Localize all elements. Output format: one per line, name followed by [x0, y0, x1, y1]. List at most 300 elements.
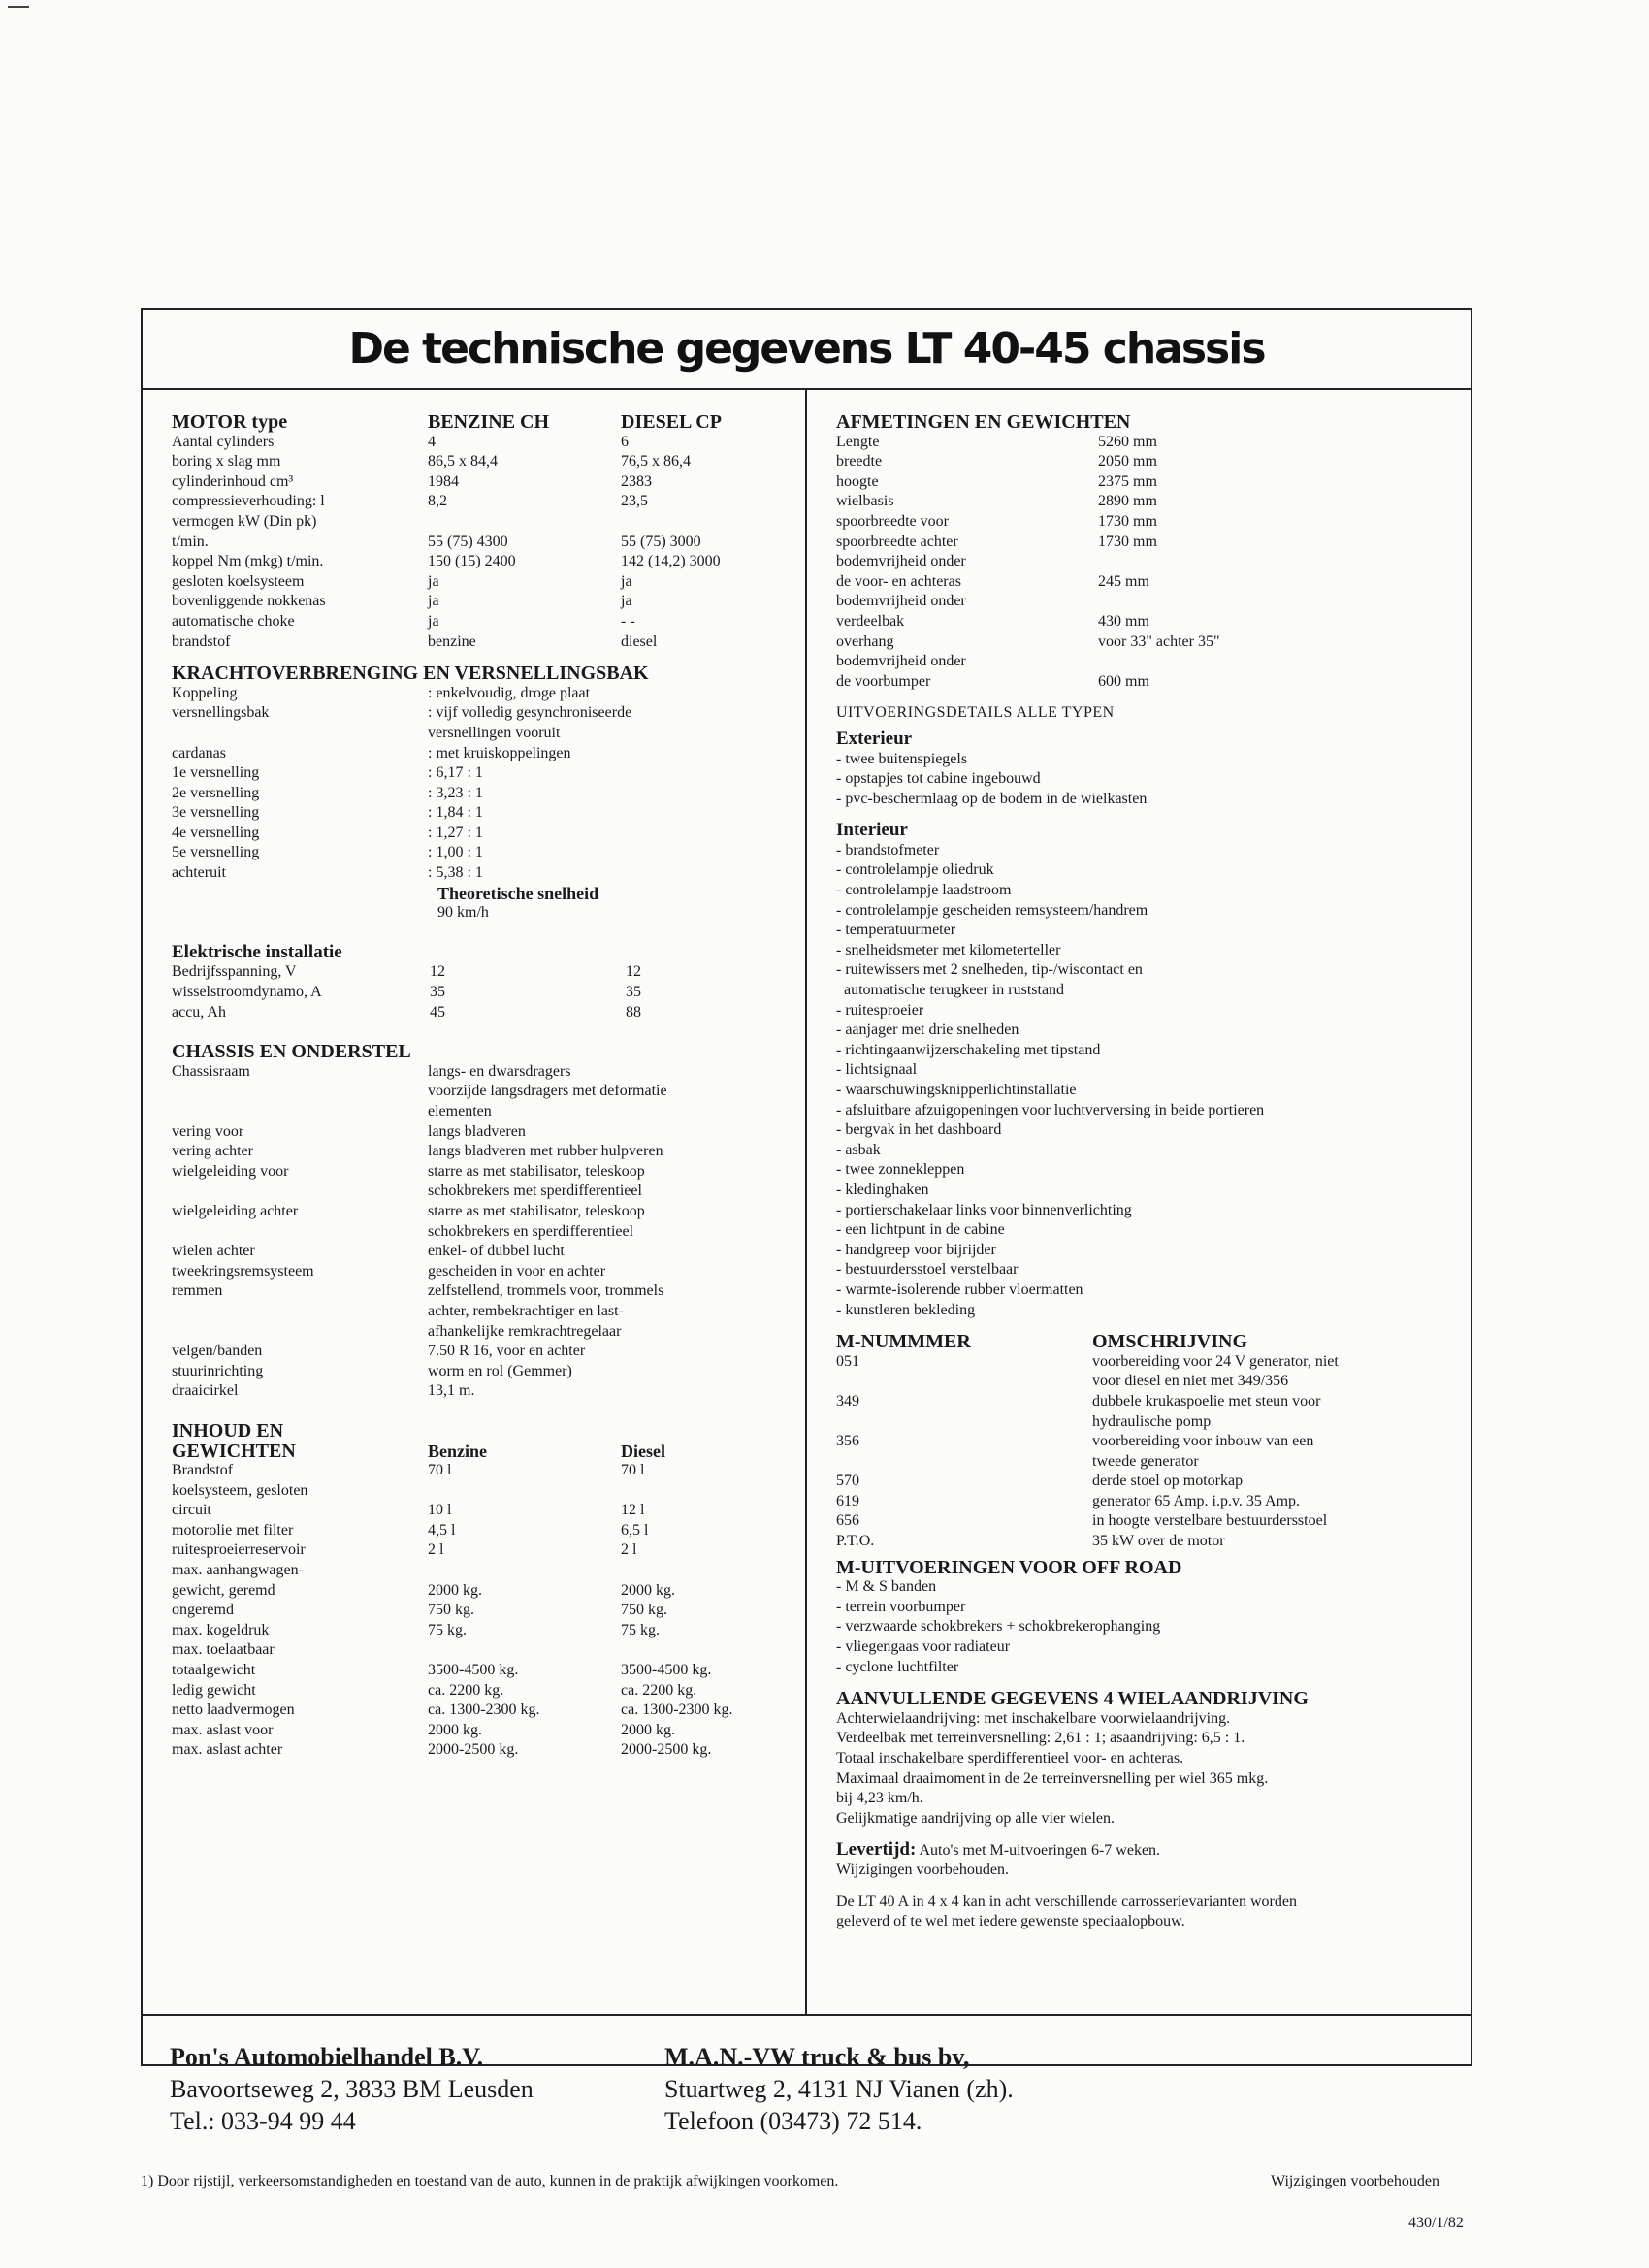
motor-row: [172, 632, 792, 653]
offroad-header: M-UITVOERINGEN VOOR OFF ROAD: [836, 1556, 1182, 1578]
afmetingen-row: [836, 512, 1457, 533]
kracht-row-cell: versnellingen vooruit: [428, 724, 561, 741]
right-column: [836, 412, 1457, 1932]
elektrisch-row: [172, 983, 792, 1003]
elektrisch-row-cell: wisselstroomdynamo, A: [172, 984, 322, 1001]
elektrisch-row-cell: 88: [626, 1003, 641, 1021]
motor-row-cell: 86,5 x 84,4: [428, 453, 498, 470]
mnummer-row-cell: generator 65 Amp. i.p.v. 35 Amp.: [1092, 1492, 1301, 1509]
inhoud-row-cell: gewicht, geremd: [172, 1581, 275, 1599]
inhoud-row-cell: ca. 1300-2300 kg.: [428, 1701, 540, 1719]
mnummer-row-cell: voorbereiding voor inbouw van een: [1092, 1433, 1314, 1450]
mnummer-row-cell: P.T.O.: [836, 1533, 875, 1550]
motor-row-cell: compressieverhouding: l: [172, 493, 325, 510]
inhoud-row-cell: ledig gewicht: [172, 1681, 256, 1699]
kracht-row: [172, 803, 792, 824]
chassis-row-cell: elementen: [428, 1103, 492, 1119]
chassis-row: [172, 1102, 792, 1122]
slot-line-2: geleverd of te wel met iedere gewenste speciaalopbouw.: [836, 1913, 1185, 1930]
interieur-item: - bergvak in het dashboard: [836, 1121, 1002, 1139]
motor-row-cell: 23,5: [621, 493, 648, 510]
afmetingen-row-cell: 2375 mm: [1098, 472, 1157, 490]
chassis-row: [172, 1322, 792, 1343]
inhoud-row-cell: 70 l: [428, 1462, 452, 1479]
chassis-row: [172, 1182, 792, 1202]
mnummer-row-cell: 349: [836, 1392, 859, 1409]
motor-header-benzine: BENZINE CH: [428, 411, 550, 433]
snelheid-value-row: [172, 903, 792, 923]
inhoud-row-cell: max. aslast voor: [172, 1721, 274, 1738]
chassis-row-cell: achter, rembekrachtiger en last-: [428, 1302, 624, 1319]
interieur-item: - temperatuurmeter: [836, 922, 956, 939]
levertijd-row: [836, 1840, 1457, 1861]
afmetingen-row: [836, 632, 1457, 653]
chassis-row-cell: starre as met stabilisator, teleskoop: [428, 1202, 645, 1219]
motor-header-diesel: DIESEL CP: [621, 411, 722, 433]
elektrisch-row-cell: 35: [430, 984, 445, 1001]
chassis-row: [172, 1062, 792, 1083]
chassis-row-cell: 13,1 m.: [428, 1382, 475, 1400]
mnummer-row-cell: 656: [836, 1512, 859, 1530]
inhoud-header-row: [172, 1442, 792, 1462]
inhoud-row-cell: ruitesproeierreservoir: [172, 1541, 306, 1559]
motor-row: [172, 433, 792, 453]
interieur-item: - richtingaanwijzerschakeling met tipstand: [836, 1041, 1101, 1058]
offroad-item: - vliegengaas voor radiateur: [836, 1638, 1011, 1656]
chassis-row: [172, 1342, 792, 1362]
mnummer-row-cell: 35 kW over de motor: [1092, 1533, 1225, 1550]
elektrisch-row: [172, 962, 792, 983]
corner-mark: [8, 6, 29, 8]
mnummer-row: [836, 1472, 1457, 1492]
inhoud-row-cell: max. toelaatbaar: [172, 1641, 275, 1659]
motor-row-cell: t/min.: [172, 533, 209, 550]
elektrisch-row-cell: Bedrijfsspanning, V: [172, 963, 297, 981]
inhoud-row: [172, 1601, 792, 1621]
motor-row-cell: 1984: [428, 472, 459, 490]
interieur-item: - controlelampje laadstroom: [836, 882, 1012, 899]
mnummer-row: [836, 1492, 1457, 1512]
inhoud-row-cell: netto laadvermogen: [172, 1701, 295, 1719]
inhoud-row-cell: ca. 2200 kg.: [621, 1681, 697, 1699]
mnummer-row-cell: voorbereiding voor 24 V generator, niet: [1092, 1352, 1339, 1370]
footer-divider: [141, 2014, 1472, 2016]
dealer-left-phone: Tel.: 033-94 99 44: [170, 2107, 356, 2135]
motor-row: [172, 533, 792, 553]
afmetingen-row-cell: 430 mm: [1098, 612, 1149, 630]
exterieur-item: - opstapjes tot cabine ingebouwd: [836, 770, 1041, 788]
footnote-right: Wijzigingen voorbehouden: [1271, 2173, 1439, 2189]
inhoud-row-cell: 3500-4500 kg.: [428, 1662, 519, 1679]
interieur-item: - snelheidsmeter met kilometerteller: [836, 941, 1061, 958]
kracht-row-cell: : 5,38 : 1: [428, 864, 483, 882]
inhoud-table: [172, 1461, 792, 1761]
offroad-list: [836, 1577, 1457, 1677]
chassis-row: [172, 1381, 792, 1402]
motor-row-cell: ja: [621, 593, 632, 610]
mnummer-row: [836, 1511, 1457, 1532]
inhoud-row-cell: 2 l: [428, 1541, 444, 1559]
kracht-row-cell: : 1,00 : 1: [428, 844, 483, 861]
chassis-row: [172, 1262, 792, 1282]
afmetingen-row-cell: bodemvrijheid onder: [836, 593, 966, 610]
interieur-item: - aanjager met drie snelheden: [836, 1021, 1019, 1039]
spacer: [172, 1022, 792, 1042]
motor-row-cell: gesloten koelsysteem: [172, 572, 305, 590]
motor-row-cell: 6: [621, 433, 629, 450]
inhoud-row-cell: ongeremd: [172, 1602, 234, 1619]
dealer-left-name: Pon's Automobielhandel B.V.: [170, 2043, 484, 2071]
mnummer-row: [836, 1532, 1457, 1552]
mnummer-row: [836, 1412, 1457, 1433]
mnummer-row-cell: 356: [836, 1433, 859, 1450]
chassis-row-cell: tweekringsremsysteem: [172, 1262, 314, 1280]
chassis-row-cell: zelfstellend, trommels voor, trommels: [428, 1282, 664, 1300]
aanvullend-line: Achterwielaandrijving: met inschakelbare voorwielaandrijving.: [836, 1709, 1231, 1727]
inhoud-col-benzine: Benzine: [428, 1441, 487, 1461]
kracht-row-cell: Koppeling: [172, 684, 238, 701]
inhoud-row-cell: motorolie met filter: [172, 1521, 294, 1539]
kracht-row: [172, 703, 792, 724]
inhoud-header-1: INHOUD EN: [172, 1419, 284, 1442]
motor-row-cell: vermogen kW (Din pk): [172, 512, 317, 530]
motor-row: [172, 512, 792, 533]
afmetingen-row: [836, 492, 1457, 512]
mnummer-header-row: [836, 1332, 1457, 1352]
interieur-item: - asbak: [836, 1141, 881, 1158]
afmetingen-row: [836, 612, 1457, 632]
kracht-row-cell: 5e versnelling: [172, 844, 260, 861]
afmetingen-row: [836, 652, 1457, 672]
inhoud-row: [172, 1561, 792, 1581]
inhoud-row-cell: 2000 kg.: [428, 1721, 482, 1738]
chassis-row: [172, 1142, 792, 1162]
kracht-row: [172, 784, 792, 804]
inhoud-row-cell: ca. 2200 kg.: [428, 1681, 504, 1699]
afmetingen-header: AFMETINGEN EN GEWICHTEN: [836, 411, 1131, 433]
kracht-row-cell: 4e versnelling: [172, 824, 260, 841]
chassis-row-cell: afhankelijke remkrachtregelaar: [428, 1322, 622, 1340]
exterieur-list: [836, 750, 1457, 810]
uitvoering-header: UITVOERINGSDETAILS ALLE TYPEN: [836, 704, 1115, 722]
dealer-left-address: Bavoortseweg 2, 3833 BM Leusden: [170, 2075, 534, 2103]
afmetingen-row-cell: de voorbumper: [836, 672, 931, 690]
mnummer-header-a: M-NUMMMER: [836, 1331, 971, 1353]
spacer: [836, 1881, 1457, 1893]
inhoud-row: [172, 1481, 792, 1502]
chassis-row-cell: Chassisraam: [172, 1062, 250, 1080]
mnummer-row-cell: derde stoel op motorkap: [1092, 1473, 1244, 1490]
inhoud-row-cell: 70 l: [621, 1462, 645, 1479]
mnummer-row: [836, 1452, 1457, 1473]
mnummer-row-cell: 570: [836, 1473, 859, 1490]
motor-row-cell: benzine: [428, 632, 476, 650]
kracht-row-cell: versnellingsbak: [172, 704, 270, 722]
mnummer-row: [836, 1432, 1457, 1452]
afmetingen-row: [836, 533, 1457, 553]
inhoud-row: [172, 1740, 792, 1761]
dealer-right-phone: Telefoon (03473) 72 514.: [664, 2107, 922, 2135]
motor-row-cell: ja: [428, 593, 439, 610]
inhoud-row-cell: max. aanhangwagen-: [172, 1562, 304, 1579]
kracht-row-cell: achteruit: [172, 864, 226, 882]
motor-row-cell: 55 (75) 3000: [621, 533, 701, 550]
kracht-row-cell: : 6,17 : 1: [428, 764, 483, 782]
afmetingen-table: [836, 433, 1457, 693]
mnummer-row-cell: tweede generator: [1092, 1452, 1199, 1470]
page-title: De technische gegevens LT 40-45 chassis: [348, 323, 1265, 373]
afmetingen-row: [836, 552, 1457, 572]
chassis-row-cell: schokbrekers met sperdifferentieel: [428, 1183, 642, 1200]
elektrisch-row-cell: 35: [626, 984, 641, 1001]
motor-row-cell: boring x slag mm: [172, 453, 281, 470]
chassis-row-cell: schokbrekers en sperdifferentieel: [428, 1222, 634, 1240]
aanvullend-text: [836, 1709, 1457, 1830]
interieur-item: - portierschakelaar links voor binnenverlichting: [836, 1201, 1132, 1218]
interieur-item: - kledinghaken: [836, 1181, 929, 1198]
afmetingen-row: [836, 433, 1457, 453]
afmetingen-row-cell: bodemvrijheid onder: [836, 653, 966, 670]
motor-row-cell: - -: [621, 612, 635, 630]
kracht-row-cell: : vijf volledig gesynchroniseerde: [428, 704, 632, 722]
elektrisch-table: [172, 962, 792, 1022]
motor-row-cell: 2383: [621, 472, 652, 490]
interieur-item: - kunstleren bekleding: [836, 1301, 976, 1318]
kracht-row: [172, 744, 792, 764]
kracht-row-cell: : 1,27 : 1: [428, 824, 483, 841]
afmetingen-row-cell: overhang: [836, 632, 894, 650]
afmetingen-row-cell: breedte: [836, 453, 883, 470]
elektrisch-row-cell: 45: [430, 1003, 445, 1021]
inhoud-row-cell: Brandstof: [172, 1462, 234, 1479]
inhoud-row-cell: 2000 kg.: [621, 1581, 675, 1599]
elektrisch-header: Elektrische installatie: [172, 941, 342, 962]
interieur-item: - brandstofmeter: [836, 841, 940, 859]
mnummer-table: [836, 1352, 1457, 1552]
motor-row: [172, 612, 792, 632]
motor-row: [172, 552, 792, 572]
inhoud-row-cell: 2000 kg.: [428, 1581, 482, 1599]
interieur-item: - warmte-isolerende rubber vloermatten: [836, 1280, 1083, 1298]
elektrisch-row: [172, 1003, 792, 1023]
dealer-left: [170, 2041, 534, 2137]
inhoud-header-2: GEWICHTEN: [172, 1440, 296, 1462]
motor-row-cell: automatische choke: [172, 612, 295, 630]
chassis-row-cell: langs bladveren: [428, 1122, 526, 1140]
motor-row-cell: ja: [428, 612, 439, 630]
mnummer-row-cell: dubbele krukaspoelie met steun voor: [1092, 1392, 1321, 1409]
chassis-row: [172, 1302, 792, 1322]
dealer-right: [664, 2041, 1014, 2137]
kracht-row-cell: : 3,23 : 1: [428, 784, 483, 801]
motor-row: [172, 452, 792, 472]
inhoud-row: [172, 1501, 792, 1521]
motor-row-cell: ja: [621, 572, 632, 590]
motor-row: [172, 572, 792, 593]
afmetingen-row-cell: 5260 mm: [1098, 433, 1157, 450]
chassis-row: [172, 1222, 792, 1243]
aanvullend-line: Gelijkmatige aandrijving op alle vier wielen.: [836, 1809, 1116, 1827]
snelheid-label: Theoretische snelheid: [437, 883, 599, 903]
motor-row-cell: 8,2: [428, 493, 447, 510]
motor-row-cell: bovenliggende nokkenas: [172, 593, 326, 610]
spacer: [836, 809, 1457, 821]
chassis-row: [172, 1162, 792, 1183]
aanvullend-line: bij 4,23 km/h.: [836, 1790, 923, 1807]
inhoud-row-cell: 4,5 l: [428, 1521, 456, 1539]
motor-row-cell: Aantal cylinders: [172, 433, 275, 450]
inhoud-row: [172, 1661, 792, 1681]
afmetingen-row-cell: Lengte: [836, 433, 880, 450]
inhoud-row-cell: max. aslast achter: [172, 1741, 283, 1759]
interieur-item: - ruitesproeier: [836, 1001, 924, 1019]
interieur-item: automatische terugkeer in ruststand: [836, 982, 1065, 999]
interieur-item: - ruitewissers met 2 snelheden, tip-/wiscontact en: [836, 961, 1143, 979]
chassis-row-cell: wielgeleiding achter: [172, 1202, 299, 1219]
footnote: 1) Door rijstijl, verkeersomstandigheden en toestand van de auto, kunnen in de praktijk afwijkingen voorkomen.: [141, 2173, 839, 2189]
exterieur-item: - twee buitenspiegels: [836, 750, 968, 767]
spacer: [836, 692, 1457, 703]
document-code: 430/1/82: [1408, 2215, 1464, 2231]
motor-row-cell: cylinderinhoud cm³: [172, 472, 294, 490]
kracht-header: KRACHTOVERBRENGING EN VERSNELLINGSBAK: [172, 663, 649, 685]
mnummer-row-cell: hydraulische pomp: [1092, 1412, 1212, 1430]
mnummer-row-cell: voor diesel en niet met 349/356: [1092, 1373, 1289, 1390]
chassis-row: [172, 1242, 792, 1262]
inhoud-row-cell: 2 l: [621, 1541, 637, 1559]
chassis-row-cell: vering achter: [172, 1143, 253, 1160]
column-divider: [805, 390, 807, 2014]
interieur-item: - bestuurdersstoel verstelbaar: [836, 1261, 1018, 1279]
chassis-row-cell: starre as met stabilisator, teleskoop: [428, 1162, 645, 1180]
mnummer-row: [836, 1372, 1457, 1392]
aanvullend-line: Totaal inschakelbare sperdifferentieel voor- en achteras.: [836, 1750, 1184, 1766]
inhoud-col-diesel: Diesel: [621, 1441, 665, 1461]
interieur-item: - controlelampje gescheiden remsysteem/handrem: [836, 901, 1148, 919]
chassis-row: [172, 1362, 792, 1382]
inhoud-row-cell: totaalgewicht: [172, 1662, 256, 1679]
inhoud-row: [172, 1540, 792, 1561]
inhoud-row: [172, 1701, 792, 1721]
levertijd-note: Wijzigingen voorbehouden.: [836, 1861, 1009, 1878]
kracht-row: [172, 824, 792, 844]
interieur-item: - lichtsignaal: [836, 1061, 918, 1079]
offroad-item: - verzwaarde schokbrekers + schokbrekerophanging: [836, 1618, 1161, 1636]
motor-table: [172, 433, 792, 653]
afmetingen-row-cell: voor 33" achter 35": [1098, 632, 1220, 650]
kracht-row: [172, 724, 792, 744]
chassis-row-cell: 7.50 R 16, voor en achter: [428, 1343, 586, 1360]
motor-row-cell: 76,5 x 86,4: [621, 453, 691, 470]
aanvullend-header: AANVULLENDE GEGEVENS 4 WIELAANDRIJVING: [836, 1688, 1309, 1710]
chassis-row: [172, 1082, 792, 1102]
mnummer-header-b: OMSCHRIJVING: [1092, 1331, 1248, 1353]
motor-row-cell: 142 (14,2) 3000: [621, 553, 721, 570]
chassis-row-cell: velgen/banden: [172, 1343, 263, 1360]
exterieur-item: - pvc-beschermlaag op de bodem in de wielkasten: [836, 790, 1148, 807]
afmetingen-row: [836, 572, 1457, 593]
inhoud-row-cell: 2000-2500 kg.: [428, 1741, 519, 1759]
afmetingen-row-cell: 2050 mm: [1098, 453, 1157, 470]
chassis-header: CHASSIS EN ONDERSTEL: [172, 1041, 411, 1063]
interieur-item: - waarschuwingsknipperlichtinstallatie: [836, 1082, 1077, 1098]
afmetingen-row: [836, 672, 1457, 693]
offroad-item: - cyclone luchtfilter: [836, 1658, 959, 1675]
motor-row: [172, 592, 792, 612]
mnummer-row-cell: 619: [836, 1492, 859, 1509]
kracht-row-cell: : met kruiskoppelingen: [428, 744, 571, 761]
inhoud-row-cell: 3500-4500 kg.: [621, 1662, 712, 1679]
motor-row-cell: diesel: [621, 632, 658, 650]
interieur-item: - controlelampje oliedruk: [836, 861, 994, 879]
afmetingen-row-cell: 1730 mm: [1098, 512, 1157, 530]
spacer: [172, 1402, 792, 1421]
elektrisch-row-cell: 12: [626, 963, 641, 981]
kracht-row: [172, 763, 792, 784]
motor-row-cell: 4: [428, 433, 436, 450]
chassis-row: [172, 1281, 792, 1302]
motor-row: [172, 472, 792, 493]
interieur-item: - twee zonnekleppen: [836, 1161, 965, 1179]
motor-row-cell: 150 (15) 2400: [428, 553, 516, 570]
motor-row-cell: ja: [428, 572, 439, 590]
mnummer-row-cell: 051: [836, 1352, 859, 1370]
elektrisch-row-cell: 12: [430, 963, 445, 981]
exterieur-header: Exterieur: [836, 728, 913, 749]
offroad-item: - terrein voorbumper: [836, 1598, 966, 1615]
dealer-right-address: Stuartweg 2, 4131 NJ Vianen (zh).: [664, 2075, 1014, 2103]
chassis-row-cell: gescheiden in voor en achter: [428, 1262, 606, 1280]
snelheid-value: 90 km/h: [437, 904, 489, 922]
chassis-row: [172, 1202, 792, 1222]
left-column: [172, 412, 792, 1761]
interieur-item: - afsluitbare afzuigopeningen voor luchtverversing in beide portieren: [836, 1101, 1265, 1118]
aanvullend-line: Maximaal draaimoment in de 2e terreinversnelling per wiel 365 mkg.: [836, 1769, 1269, 1787]
chassis-row-cell: langs- en dwarsdragers: [428, 1062, 571, 1080]
motor-row: [172, 492, 792, 512]
slot-line-1: De LT 40 A in 4 x 4 kan in acht verschillende carrosserievarianten worden: [836, 1893, 1297, 1910]
afmetingen-row: [836, 592, 1457, 612]
kracht-row-cell: 1e versnelling: [172, 764, 260, 782]
kracht-row-cell: 3e versnelling: [172, 804, 260, 822]
afmetingen-row-cell: 245 mm: [1098, 572, 1149, 590]
afmetingen-row-cell: hoogte: [836, 472, 879, 490]
afmetingen-row-cell: spoorbreedte achter: [836, 533, 958, 550]
afmetingen-row-cell: wielbasis: [836, 493, 894, 510]
spacer: [172, 923, 792, 943]
afmetingen-row-cell: bodemvrijheid onder: [836, 553, 966, 570]
inhoud-row: [172, 1521, 792, 1541]
inhoud-row-cell: max. kogeldruk: [172, 1621, 270, 1638]
elektrisch-row-cell: accu, Ah: [172, 1003, 226, 1021]
motor-header-label: MOTOR type: [172, 411, 288, 433]
mnummer-row: [836, 1392, 1457, 1412]
kracht-table: [172, 684, 792, 884]
interieur-item: - handgreep voor bijrijder: [836, 1241, 996, 1258]
chassis-row-cell: wielen achter: [172, 1243, 255, 1260]
chassis-row-cell: langs bladveren met rubber hulpveren: [428, 1143, 663, 1160]
inhoud-row-cell: 75 kg.: [428, 1621, 467, 1638]
interieur-header: Interieur: [836, 820, 908, 841]
motor-row-cell: koppel Nm (mkg) t/min.: [172, 553, 324, 570]
kracht-row-cell: : enkelvoudig, droge plaat: [428, 684, 591, 701]
inhoud-row: [172, 1621, 792, 1641]
chassis-row: [172, 1122, 792, 1143]
offroad-item: - M & S banden: [836, 1578, 937, 1596]
inhoud-row-cell: ca. 1300-2300 kg.: [621, 1701, 733, 1719]
afmetingen-row-cell: verdeelbak: [836, 612, 905, 630]
inhoud-row-cell: 10 l: [428, 1502, 452, 1519]
